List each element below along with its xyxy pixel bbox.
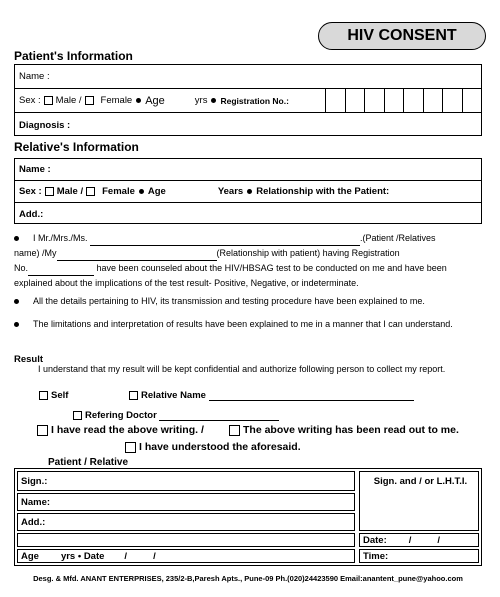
signature-box — [14, 468, 482, 566]
patient-diagnosis-label: Diagnosis : — [19, 119, 71, 131]
patient-male-checkbox[interactable] — [44, 96, 53, 105]
doctor-checkbox[interactable] — [73, 411, 82, 420]
consent-paragraph-1: I Mr./Mrs./Ms. .(Patient /Relatives name) /My (Relationship with patient) having Registration No. have been counseled about the HIV/HBSAG test to be conducted on me and have been explained about the implications of the test result- Positive, Negative, or indeterminate. — [14, 233, 447, 288]
footer-publisher: Desg. & Mfd. ANANT ENTERPRISES, 235/2-B,Paresh Apts., Pune-09 Ph.(020)24423590 Email:anantent_pune@yahoo.com — [33, 574, 463, 583]
relative-address-label: Add.: — [19, 208, 44, 220]
doctor-option: Refering Doctor — [70, 410, 279, 421]
doctor-name-blank[interactable] — [159, 411, 279, 421]
yrs-date-label: yrs • Date — [60, 550, 105, 562]
registration-number-cells[interactable] — [325, 88, 481, 113]
result-heading: Result — [14, 354, 44, 365]
read-out-option: The above writing has been read out to me. — [226, 424, 459, 436]
patient-age-label: Age — [145, 94, 165, 107]
name-label: Name: — [21, 496, 51, 508]
relative-male-checkbox[interactable] — [45, 187, 54, 196]
relative-female-checkbox[interactable] — [86, 187, 95, 196]
patient-female-checkbox[interactable] — [85, 96, 94, 105]
relative-name-row[interactable] — [15, 159, 481, 181]
name-field[interactable] — [17, 493, 355, 511]
bullet-icon — [136, 98, 141, 103]
witness-time-field[interactable] — [359, 549, 479, 563]
result-text: I understand that my result will be kept confidential and authorize following person to collect my report. — [38, 364, 446, 374]
address-line-2[interactable] — [17, 533, 355, 547]
bullet-icon — [247, 189, 252, 194]
understood-option: I have understood the aforesaid. — [122, 441, 301, 453]
read-myself-option: I have read the above writing. / — [34, 424, 204, 436]
relative-name-blank[interactable] — [209, 391, 414, 401]
relative-name-option: Relative Name — [126, 390, 414, 401]
address-field[interactable] — [17, 513, 355, 531]
relative-name-checkbox[interactable] — [129, 391, 138, 400]
sign-field[interactable] — [17, 471, 355, 491]
relative-male-label: Male / — [56, 186, 84, 197]
patient-info-box — [14, 64, 482, 136]
read-myself-checkbox[interactable] — [37, 425, 48, 436]
lti-field[interactable] — [359, 471, 479, 531]
relative-age-label: Age — [147, 186, 166, 197]
consent-paragraph-2: All the details pertaining to HIV, its transmission and testing procedure have been explained to me. — [14, 294, 482, 309]
address-label: Add.: — [21, 516, 46, 528]
lti-label: Sign. and / or L.H.T.I. — [373, 476, 468, 487]
understood-checkbox[interactable] — [125, 442, 136, 453]
relative-info-box — [14, 158, 482, 224]
self-checkbox[interactable] — [39, 391, 48, 400]
age-date-field[interactable]: Age yrs • Date / / — [17, 549, 355, 563]
relative-relationship-label: Relationship with the Patient: — [256, 186, 390, 197]
bullet-icon — [14, 299, 19, 304]
relative-female-label: Female — [102, 186, 135, 197]
relationship-blank[interactable] — [57, 251, 217, 261]
patient-diagnosis-row[interactable] — [15, 113, 481, 137]
patient-name-row[interactable] — [15, 65, 481, 89]
witness-date-field[interactable]: Date: / / — [359, 533, 479, 547]
age-label: Age — [21, 550, 39, 562]
patient-name-blank[interactable] — [90, 236, 360, 246]
form-title: HIV CONSENT — [318, 22, 486, 50]
bullet-icon — [14, 322, 19, 327]
patient-yrs-label: yrs — [194, 95, 208, 106]
signature-heading: Patient / Relative — [48, 457, 129, 468]
relative-years-label: Years — [217, 186, 244, 197]
self-option: Self — [36, 390, 68, 401]
bullet-icon — [139, 189, 144, 194]
relative-info-heading: Relative's Information — [14, 140, 139, 154]
witness-time-label: Time: — [363, 550, 389, 562]
registration-blank[interactable] — [28, 266, 94, 276]
patient-name-label: Name : — [19, 71, 50, 82]
bullet-icon — [211, 98, 216, 103]
patient-male-label: Male / — [55, 95, 82, 106]
witness-date-label: Date: — [363, 534, 387, 546]
relative-sex-label: Sex : — [19, 186, 42, 197]
patient-female-label: Female — [100, 95, 133, 106]
patient-info-heading: Patient's Information — [14, 49, 133, 63]
sign-label: Sign.: — [21, 475, 48, 487]
read-out-checkbox[interactable] — [229, 425, 240, 436]
bullet-icon — [14, 236, 19, 241]
patient-registration-label: Registration No.: — [220, 95, 289, 106]
relative-sex-row — [15, 181, 481, 203]
consent-paragraph-3: The limitations and interpretation of results have been explained to me in a manner that I can understand. — [14, 317, 482, 332]
relative-address-row[interactable] — [15, 203, 481, 225]
patient-sex-label: Sex : — [19, 95, 41, 106]
patient-sex-row — [15, 89, 481, 113]
relative-name-label: Name : — [19, 164, 51, 175]
